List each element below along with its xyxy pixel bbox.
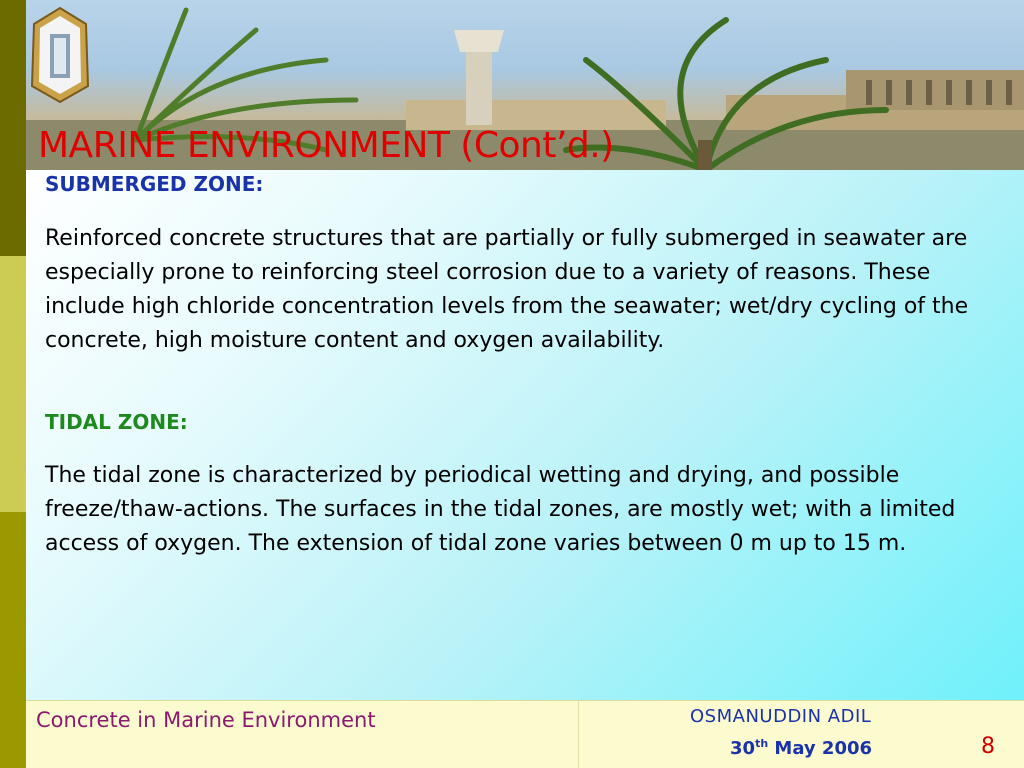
section-heading-submerged: SUBMERGED ZONE: [45, 172, 264, 196]
footer-date [730, 737, 872, 759]
university-logo [26, 6, 94, 104]
page-number: 8 [981, 734, 995, 759]
date-month-year: May 2006 [768, 738, 873, 759]
strip-segment-dark [0, 0, 26, 256]
date-suffix: th [755, 737, 769, 750]
left-accent-strip [0, 0, 26, 768]
slide-title: MARINE ENVIRONMENT (Cont’d.) [38, 125, 614, 166]
section-text-tidal: The tidal zone is characterized by periodical wetting and drying, and possible freeze/thaw-actions. The surfaces in the tidal zones, are mostly wet; with a limited access of oxygen. The extension of tidal zone varies between 0 m up to 15 m. [45, 463, 956, 556]
date-day: 30 [730, 738, 756, 759]
section-text-submerged: Reinforced concrete structures that are partially or fully submerged in seawater are especially prone to reinforcing steel corrosion due to a variety of reasons. These include high chloride concentration levels from the seawater; wet/dry cycling of the concrete, high moisture content and oxygen availability. [45, 226, 969, 353]
strip-segment-light [0, 256, 26, 512]
strip-segment-mid [0, 512, 26, 768]
section-heading-tidal: TIDAL ZONE: [45, 410, 188, 434]
footer-author: OSMANUDDIN ADIL [690, 706, 872, 727]
footer-course-title: Concrete in Marine Environment [36, 708, 376, 732]
footer-divider [578, 700, 579, 768]
